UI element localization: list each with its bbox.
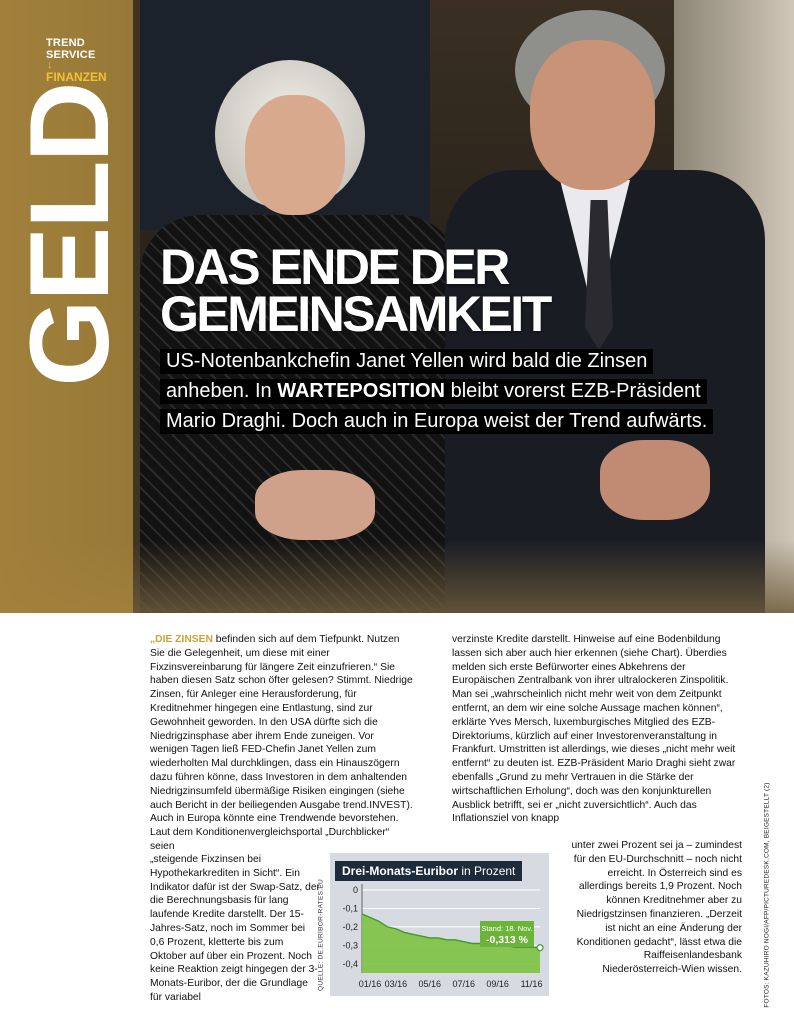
chart-x-tick: 11/16	[520, 979, 543, 989]
section-name: FINANZEN	[46, 70, 107, 84]
photo-hands-left	[255, 470, 375, 540]
teaser-line2-pre: anheben. In	[166, 380, 278, 402]
body-column-2	[452, 633, 742, 826]
teaser-line1: US-Notenbankchefin Janet Yellen wird bald die Zinsen	[160, 349, 653, 374]
chart-source	[316, 875, 326, 995]
arrow-down-icon: ↓	[47, 59, 53, 71]
chart-x-tick: 05/16	[418, 979, 442, 989]
teaser-highlight: WARTEPOSITION	[277, 380, 446, 402]
photo-person-left-face	[245, 95, 345, 215]
teaser	[160, 348, 780, 438]
chart-plot	[330, 853, 549, 996]
chart-title-unit: in Prozent	[461, 864, 516, 878]
chart-x-tick: 03/16	[384, 979, 408, 989]
body-column-2-narrow	[567, 839, 742, 977]
photo-credit-text: FOTOS: KAZUHIRO NOGI/AFP/PICTUREDESK.COM, BEIGESTELLT (2)	[763, 782, 771, 1008]
section-label-line2: SERVICE	[46, 49, 96, 61]
headline	[160, 239, 620, 342]
chart-annotation-value: -0,313 %	[485, 934, 529, 946]
body-text-2b: unter zwei Prozent sei ja – zumindest für den EU-Durchschnitt – noch nicht erreicht. In Österreich sind es allerdings bereits 1,9 Prozent. Noch können Kreditnehmer aber zu Niedrigstzinsen finanzieren. „Derzeit ist nicht an eine Änderung der Konditionen gedacht“, lässt etwa die Raiffeisenlandesbank Niederösterreich-Wien wissen.	[571, 840, 742, 976]
body-text-1: befinden sich auf dem Tiefpunkt. Nutzen Sie die Gelegenheit, um diese mit einer Fixzinsvereinbarung für längere Zeit einzufrieren.“ Sie haben diesen Satz schon öfter gelesen? Stimmt. Niedrige Zinsen, für Anleger eine Herausforderung, für Kreditnehmer hingegen eine Entlastung, sind zur Gewohnheit geworden. In den USA dürfte sich die Niedrigzinsphase aber ihrem Ende zuneigen. Vor wenigen Tagen ließ FED-Chefin Janet Yellen zum wiederholten Mal durchklingen, dass ein Hinauszögern dazu führen könne, dass Investoren in dem anhaltenden Niedrigzinsumfeld übermäßige Risiken eingingen (siehe auch Bericht in der beiliegenden Ausgabe trend.INVEST). Auch in Europa könnte eine Trendwende bevorstehen. Laut dem Konditionenvergleichsportal „Durchblicker“ seien	[150, 634, 413, 852]
headline-line2: GEMEINSAMKEIT	[160, 286, 550, 342]
chart-source-text: QUELLE: DE.EURIBOR-RATES.EU	[317, 878, 325, 992]
body-column-1-narrow	[150, 853, 320, 1005]
teaser-line2	[160, 379, 707, 404]
chart-y-tick: -0,4	[342, 958, 358, 969]
body-text-2: verzinste Kredite darstellt. Hinweise auf eine Bodenbildung lassen sich aber auch hier erkennen (siehe Chart). Überdies melden sich erste Befürworter eines Abkehrens der Europäischen Zentralbank von ihrer ultralockeren Zinspolitik. Man sei „wahrscheinlich nicht mehr weit von dem Zeitpunkt entfernt, an dem wir eine solche Aussage machen können“, erklärte Yves Mersch, luxemburgisches Mitglied des EZB-Direktoriums, kürzlich auf einer Investorenveranstaltung in Frankfurt. Umstritten ist allerdings, wie dieses „nicht mehr weit entfernt“ zu deuten ist. EZB-Präsident Mario Draghi sieht zwar ebenfalls „Grund zu mehr Vertrauen in die Stärke der wirtschaftlichen Erholung“, doch was den konjunkturellen Ausblick betrifft, sei er „nicht zuversichtlich“. Auch das Inflationsziel von knapp	[452, 634, 736, 825]
photo-person-right-face	[530, 40, 655, 190]
chart-y-tick: -0,2	[342, 921, 358, 932]
chart-x-tick: 07/16	[452, 979, 475, 989]
teaser-line2-post: bleibt vorerst EZB-Präsident	[445, 380, 701, 402]
teaser-line3: Mario Draghi. Doch auch in Europa weist der Trend aufwärts.	[160, 409, 713, 434]
euribor-chart	[330, 853, 549, 996]
chart-annotation-label: Stand: 18. Nov.	[481, 924, 533, 933]
chart-y-tick: -0,1	[342, 903, 358, 914]
chart-title-text: Drei-Monats-Euribor	[342, 864, 459, 878]
chart-x-tick: 09/16	[486, 979, 509, 989]
headline-line1: DAS ENDE DER	[160, 239, 508, 295]
body-column-1	[150, 633, 415, 854]
rubric-vertical	[7, 83, 132, 387]
photo-credit	[760, 780, 774, 1010]
section-label	[46, 37, 96, 61]
chart-last-point	[537, 945, 543, 951]
photo-hands-right	[600, 440, 710, 520]
body-text-1b: „steigende Fixzinsen bei Hypothekarkrediten in Sicht“. Ein Indikator dafür ist der Swap-Satz, der die Berechnungsbasis für lang laufende Kredite darstellt. Der 15-Jahres-Satz, noch im Sommer bei 0,6 Prozent, kletterte bis zum Oktober auf über ein Prozent. Noch keine Reaktion zeigt hingegen der 3-Monats-Euribor, der die Grundlage für variabel	[150, 854, 320, 1003]
chart-x-tick: 01/16	[358, 979, 382, 989]
lead-in: „DIE ZINSEN	[150, 634, 213, 645]
section-label-line1: TREND	[46, 37, 85, 49]
chart-y-tick: 0	[352, 885, 358, 895]
chart-y-tick: -0,3	[342, 940, 358, 951]
rubric-text: GELD	[7, 83, 132, 387]
